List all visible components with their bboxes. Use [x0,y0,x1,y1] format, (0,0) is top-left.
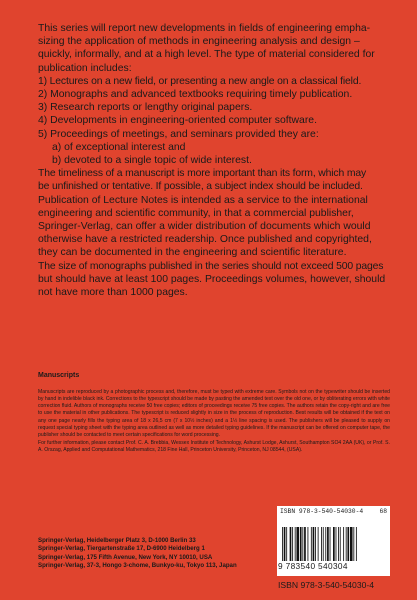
isbn-top-label: ISBN 978-3-540-54030-4 [280,508,364,515]
paragraph-line: be unfinished or tentative. If possible, a subject index should be included. [38,181,363,193]
barcode-bar [295,527,296,561]
barcode-bar [350,527,353,561]
paragraph-line: not have more than 1000 pages. [38,287,188,299]
barcode-bar [353,527,354,561]
barcode-bar [296,527,299,561]
address-line: Springer-Verlag, Tiergartenstraße 17, D-6900 Heidelberg 1 [38,545,205,553]
publisher-addresses [38,537,258,570]
paragraph-line: Springer-Verlag, can offer a wider distribution of documents which would [38,221,371,233]
intro-line: This series will report new developments in fields of engineering empha- [38,23,371,34]
barcode-bar [302,527,303,561]
barcode-bar [286,527,287,561]
barcode-bar [284,527,286,561]
isbn-top-line [280,508,387,516]
barcode-bar [290,527,292,561]
barcode-digits: 9 783540 540304 [278,561,348,571]
sub-list-item: b) devoted to a single topic of wide interest. [52,155,252,167]
sub-list-item: a) of exceptional interest and [52,141,186,153]
address-line: Springer-Verlag, 37-3, Hongo 3-chome, Bunkyo-ku, Tokyo 113, Japan [38,561,237,569]
barcode-sequence: 68 [379,508,387,515]
list-item: 3) Research reports or lengthy original papers. [38,102,253,114]
barcode-bar [347,527,349,561]
barcode-bar [311,527,312,561]
barcode-bar [292,527,293,561]
list-item: 1) Lectures on a new field, or presenting a new angle on a classical field. [38,75,362,87]
intro-line: sizing the application of methods in engineering analysis and design – [38,36,360,48]
barcode-bar [325,527,326,561]
barcode-box [277,506,390,576]
series-description [38,22,390,299]
paragraph-line: engineering and scientific community, in that a commercial publisher, [38,207,354,219]
barcode-bar [313,527,315,561]
list-item: 2) Monographs and advanced textbooks requiring timely publication. [38,89,353,101]
barcode-bar [356,527,357,561]
manuscripts-heading: Manuscripts [38,372,80,379]
intro-line: publication includes: [38,62,132,74]
paragraph-line: they can be documented in the engineering and scientific literature. [38,247,347,259]
barcode-bar [338,527,339,561]
contact-paragraph: For further information, please contact Prof. C. A. Brebbia, Wessex Institute of Technology, Ashurst Lodge, Ashurst, Southampton SO4 2AA (UK), or Prof. S. A. Orszag, Applied and Computational Mathematics, 218 Fine Hall, Princeton University, Princeton, NJ 08544, (USA). [38,440,390,454]
paragraph-line: but should have at least 100 pages. Proceedings volumes, however, should [38,273,386,285]
barcode-bar [300,527,302,561]
barcode-bar [321,527,322,561]
barcode-bar [333,527,335,561]
paragraph-line: The timeliness of a manuscript is more important than its form, which may [38,168,367,180]
paragraph-line: Publication of Lecture Notes is intended as a service to the international [38,194,368,206]
barcode-bars [280,527,387,561]
barcode-bar [318,527,319,561]
barcode-bar [327,527,329,561]
barcode-bar [315,527,316,561]
barcode-bar [282,527,283,561]
address-line: Springer-Verlag, Heidelberger Platz 3, D-1000 Berlin 33 [38,537,196,544]
paragraph-line: otherwise have a restricted readership. Once published and copyrighted, [38,234,372,246]
barcode-bar [330,527,331,561]
list-item: 5) Proceedings of meetings, and seminars provided they are: [38,128,319,140]
barcode-bar [304,527,306,561]
barcode-bar [336,527,337,561]
barcode-bar [340,527,341,561]
isbn-bottom: ISBN 978-3-540-54030-4 [278,580,375,590]
list-item: 4) Developments in engineering-oriented computer software. [38,115,317,127]
address-line: Springer-Verlag, 175 Fifth Avenue, New York, NY 10010, USA [38,553,213,561]
manuscripts-paragraph: Manuscripts are reproduced by a photographic process and, therefore, must be typed with extreme care. Symbols not on the typewriter should be inserted by hand in indelible black ink. Corrections to the typescript should be made by pasting the amended text over the old one, or by obliterating errors with white correction fluid. Authors of monographs receive 50 free copies; editors of proceedings receive 75 free copies. The authors retain the copy-right and are free to use the material in other publications. The typescript is reduced slightly in size in the process of reproduction. Best results will be obtained if the text on any one page nearly fills the typing area of 18 x 26,5 cm (7 x 10½ inches) and a 1½ line spacing is used. The publishers will be pleased to supply on request special typing sheet with the typing area outlined as well as more detailed typing guidelines. If the manuscript can be offered on computer tape, the publisher should be contacted to meet certain specifications for word processing. [38,389,390,438]
intro-line: quickly, informally, and at a high level. The type of material considered for [38,49,375,61]
barcode-bar [346,527,347,561]
barcode-bar [343,527,344,561]
manuscripts-text [38,389,390,454]
barcode-bar [308,527,309,561]
barcode-bar [323,527,324,561]
paragraph-line: The size of monographs published in the series should not exceed 500 pages [38,260,384,272]
